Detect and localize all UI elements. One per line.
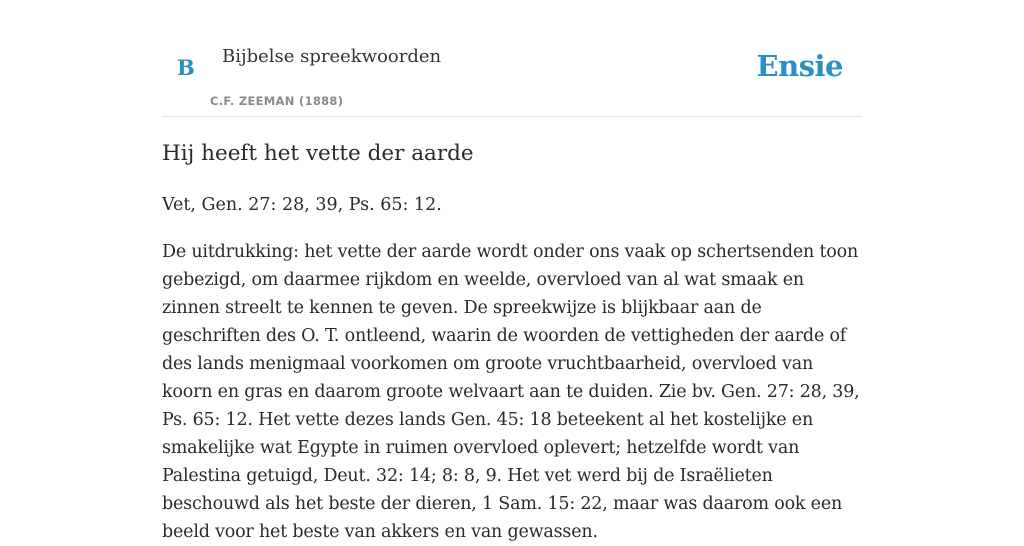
entry-content xyxy=(162,138,862,546)
book-badge-link[interactable]: B xyxy=(177,55,195,80)
entry-body: De uitdrukking: het vette der aarde wordt onder ons vaak op schertsenden toon gebezigd, om daarmee rijkdom en weelde, overvloed van al wat smaak en zinnen streelt te kennen te geven. De spreekwijze is blijkbaar aan de geschriften des O. T. ontleend, waarin de woorden de vettigheden der aarde of des lands menigmaal voorkomen om groote vruchtbaarheid, overvloed van koorn en gras en daarom groote welvaart aan te duiden. Zie bv. Gen. 27: 28, 39, Ps. 65: 12. Het vette dezes lands Gen. 45: 18 beteekent al het kostelijke en smakelijke wat Egypte in ruimen overvloed oplevert; hetzelfde wordt van Palestina getuigd, Deut. 32: 14; 8: 8, 9. Het vet werd bij de Israëlieten beschouwd als het beste der dieren, 1 Sam. 15: 22, maar was daarom ook een beeld voor het beste van akkers en van gewassen. xyxy=(162,242,860,542)
ensie-logo-link[interactable]: Ensie xyxy=(756,49,843,83)
entry-title: Hij heeft het vette der aarde xyxy=(162,141,474,166)
entry-reference: Vet, Gen. 27: 28, 39, Ps. 65: 12. xyxy=(162,195,442,215)
page-header xyxy=(162,0,862,117)
book-author: C.F. ZEEMAN (1888) xyxy=(210,94,344,108)
book-title[interactable]: Bijbelse spreekwoorden xyxy=(222,46,442,67)
